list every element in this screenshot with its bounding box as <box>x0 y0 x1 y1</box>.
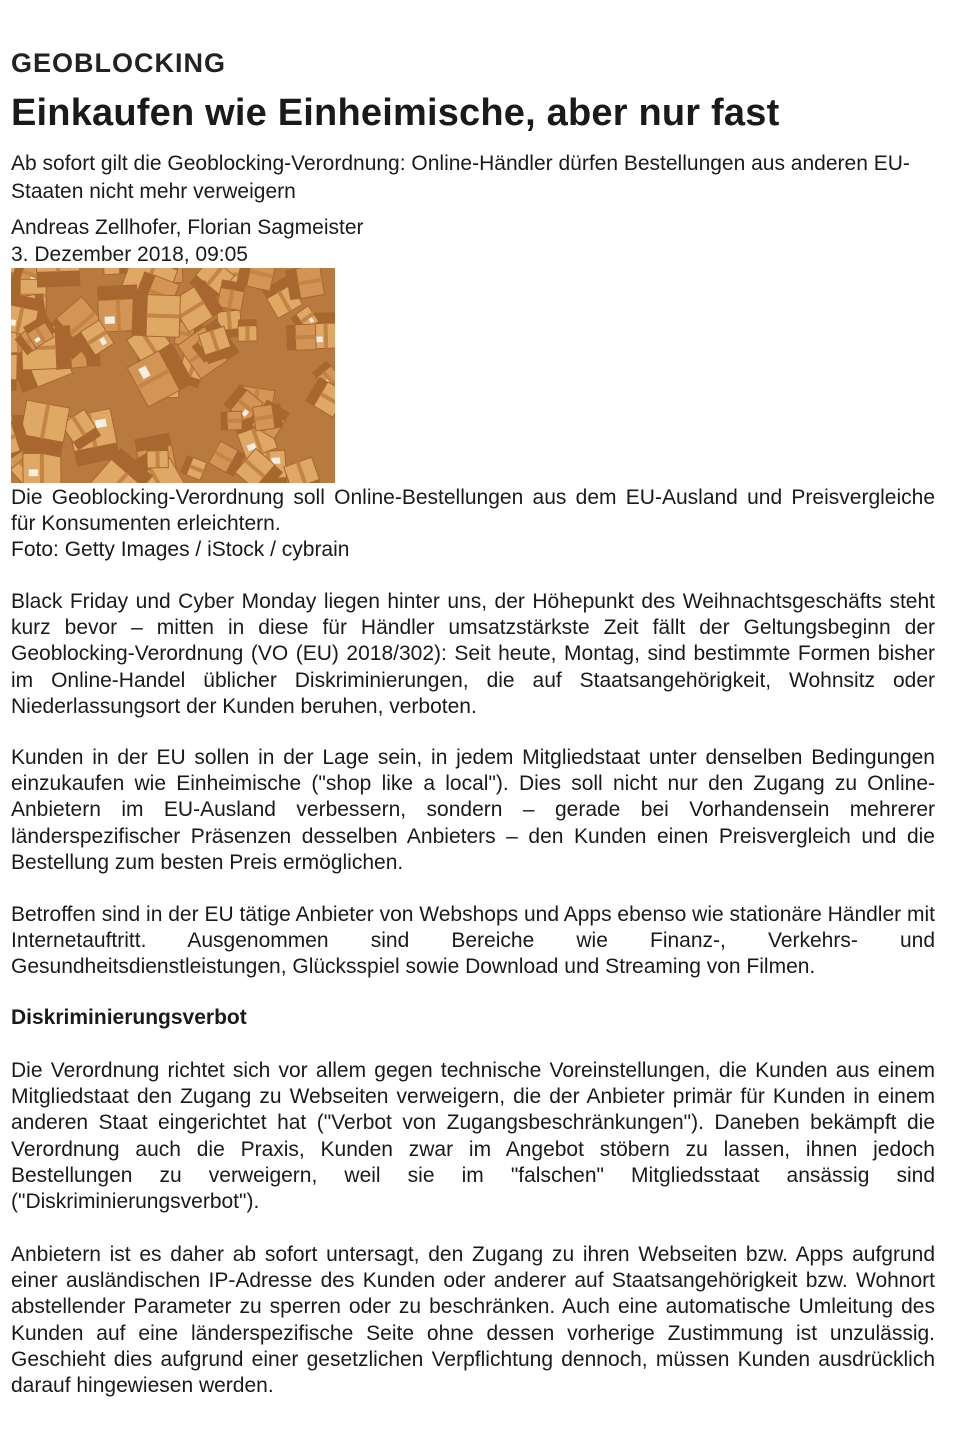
photo-caption <box>11 485 935 563</box>
article-date: 3. Dezember 2018, 09:05 <box>11 243 248 266</box>
box-shape <box>286 324 316 351</box>
photo-credit: Foto: Getty Images / iStock / cybrain <box>11 538 350 561</box>
paragraph: Betroffen sind in der EU tätige Anbieter von Webshops und Apps ebenso wie stationäre Händler mit Internetauftritt. Ausgenommen sind Bereiche wie Finanz-, Verkehrs- und Gesundheitsdienstleistungen, Glücksspiel sowie Download und Streaming von Filmen. <box>11 903 935 979</box>
parcel-boxes-image <box>11 268 335 483</box>
box-shape <box>36 268 81 287</box>
article-headline: Einkaufen wie Einheimische, aber nur fast <box>11 92 780 134</box>
section-subheading: Diskriminierungsverbot <box>11 1006 247 1029</box>
box-shape <box>147 443 169 468</box>
article-kicker: GEOBLOCKING <box>11 48 227 78</box>
box-shape <box>285 268 324 300</box>
paragraph: Die Verordnung richtet sich vor allem gegen technische Voreinstellungen, die Kunden aus einem Mitgliedstaat den Zugang zu Webseiten verweigern, die der Anbieter primär für Kunden in einem anderen Staat eingerichtet hat ("Verbot von Zugangsbeschränkungen"). Daneben bekämpft die Verordnung auch die Praxis, Kunden zwar im Angebot stöbern zu lassen, ihnen jedoch Bestellungen zu verweigern, weil sie im "falschen" Mitgliedsstaat ansässig sind ("Diskriminierungsverbot"). <box>11 1059 935 1214</box>
article-authors: Andreas Zellhofer, Florian Sagmeister <box>11 216 364 239</box>
article-byline <box>11 214 364 268</box>
caption-text: Die Geoblocking-Verordnung soll Online-Bestellungen aus dem EU-Ausland und Preisvergleiche für Konsumenten erleichtern. <box>11 486 935 535</box>
paragraph: Black Friday und Cyber Monday liegen hinter uns, der Höhepunkt des Weihnachtsgeschäfts steht kurz bevor – mitten in diese für Händler umsatzstärkste Zeit fällt der Geltungsbeginn der Geoblocking-Verordnung (VO (EU) 2018/302): Seit heute, Montag, sind bestimmte Formen bisher im Online-Handel üblicher Diskriminierungen, die auf Staatsangehörigkeit, Wohnsitz oder Niederlassungsort der Kunden beruhen, verboten. <box>11 590 935 718</box>
box-shape <box>11 354 17 391</box>
paragraph: Kunden in der EU sollen in der Lage sein, in jedem Mitgliedstaat unter denselben Bedingungen einzukaufen wie Einheimische ("shop like a local"). Dies soll nicht nur den Zugang zu Online-Anbietern im EU-Ausland verbessern, sondern – gerade bei Vorhandensein mehrerer länderspezifischer Präsenzen desselben Anbieters – den Kunden einen Preisvergleich und die Bestellung zum besten Preis ermöglichen. <box>11 746 935 874</box>
box-shape <box>238 319 257 341</box>
box-shape <box>253 403 284 431</box>
paragraph: Anbietern ist es daher ab sofort untersagt, den Zugang zu ihren Webseiten bzw. Apps aufgrund einer ausländischen IP-Adresse des Kunden oder anderer auf Staatsangehörigkeit bzw. Wohnort abstellender Parameter zu sperren oder zu beschränken. Auch eine automatische Umleitung des Kunden auf eine länderspezifische Seite ohne dessen vorherige Zustimmung ist unzulässig. Geschieht dies aufgrund einer gesetzlichen Verpflichtung dennoch, müssen Kunden ausdrücklich darauf hingewiesen werden. <box>11 1243 935 1398</box>
article-lead: Ab sofort gilt die Geoblocking-Verordnung: Online-Händler dürfen Bestellungen aus anderen EU-Staaten nicht mehr verweigern <box>11 152 910 203</box>
article-photo <box>11 268 335 483</box>
box-shape <box>221 411 243 430</box>
box-shape <box>131 294 180 337</box>
